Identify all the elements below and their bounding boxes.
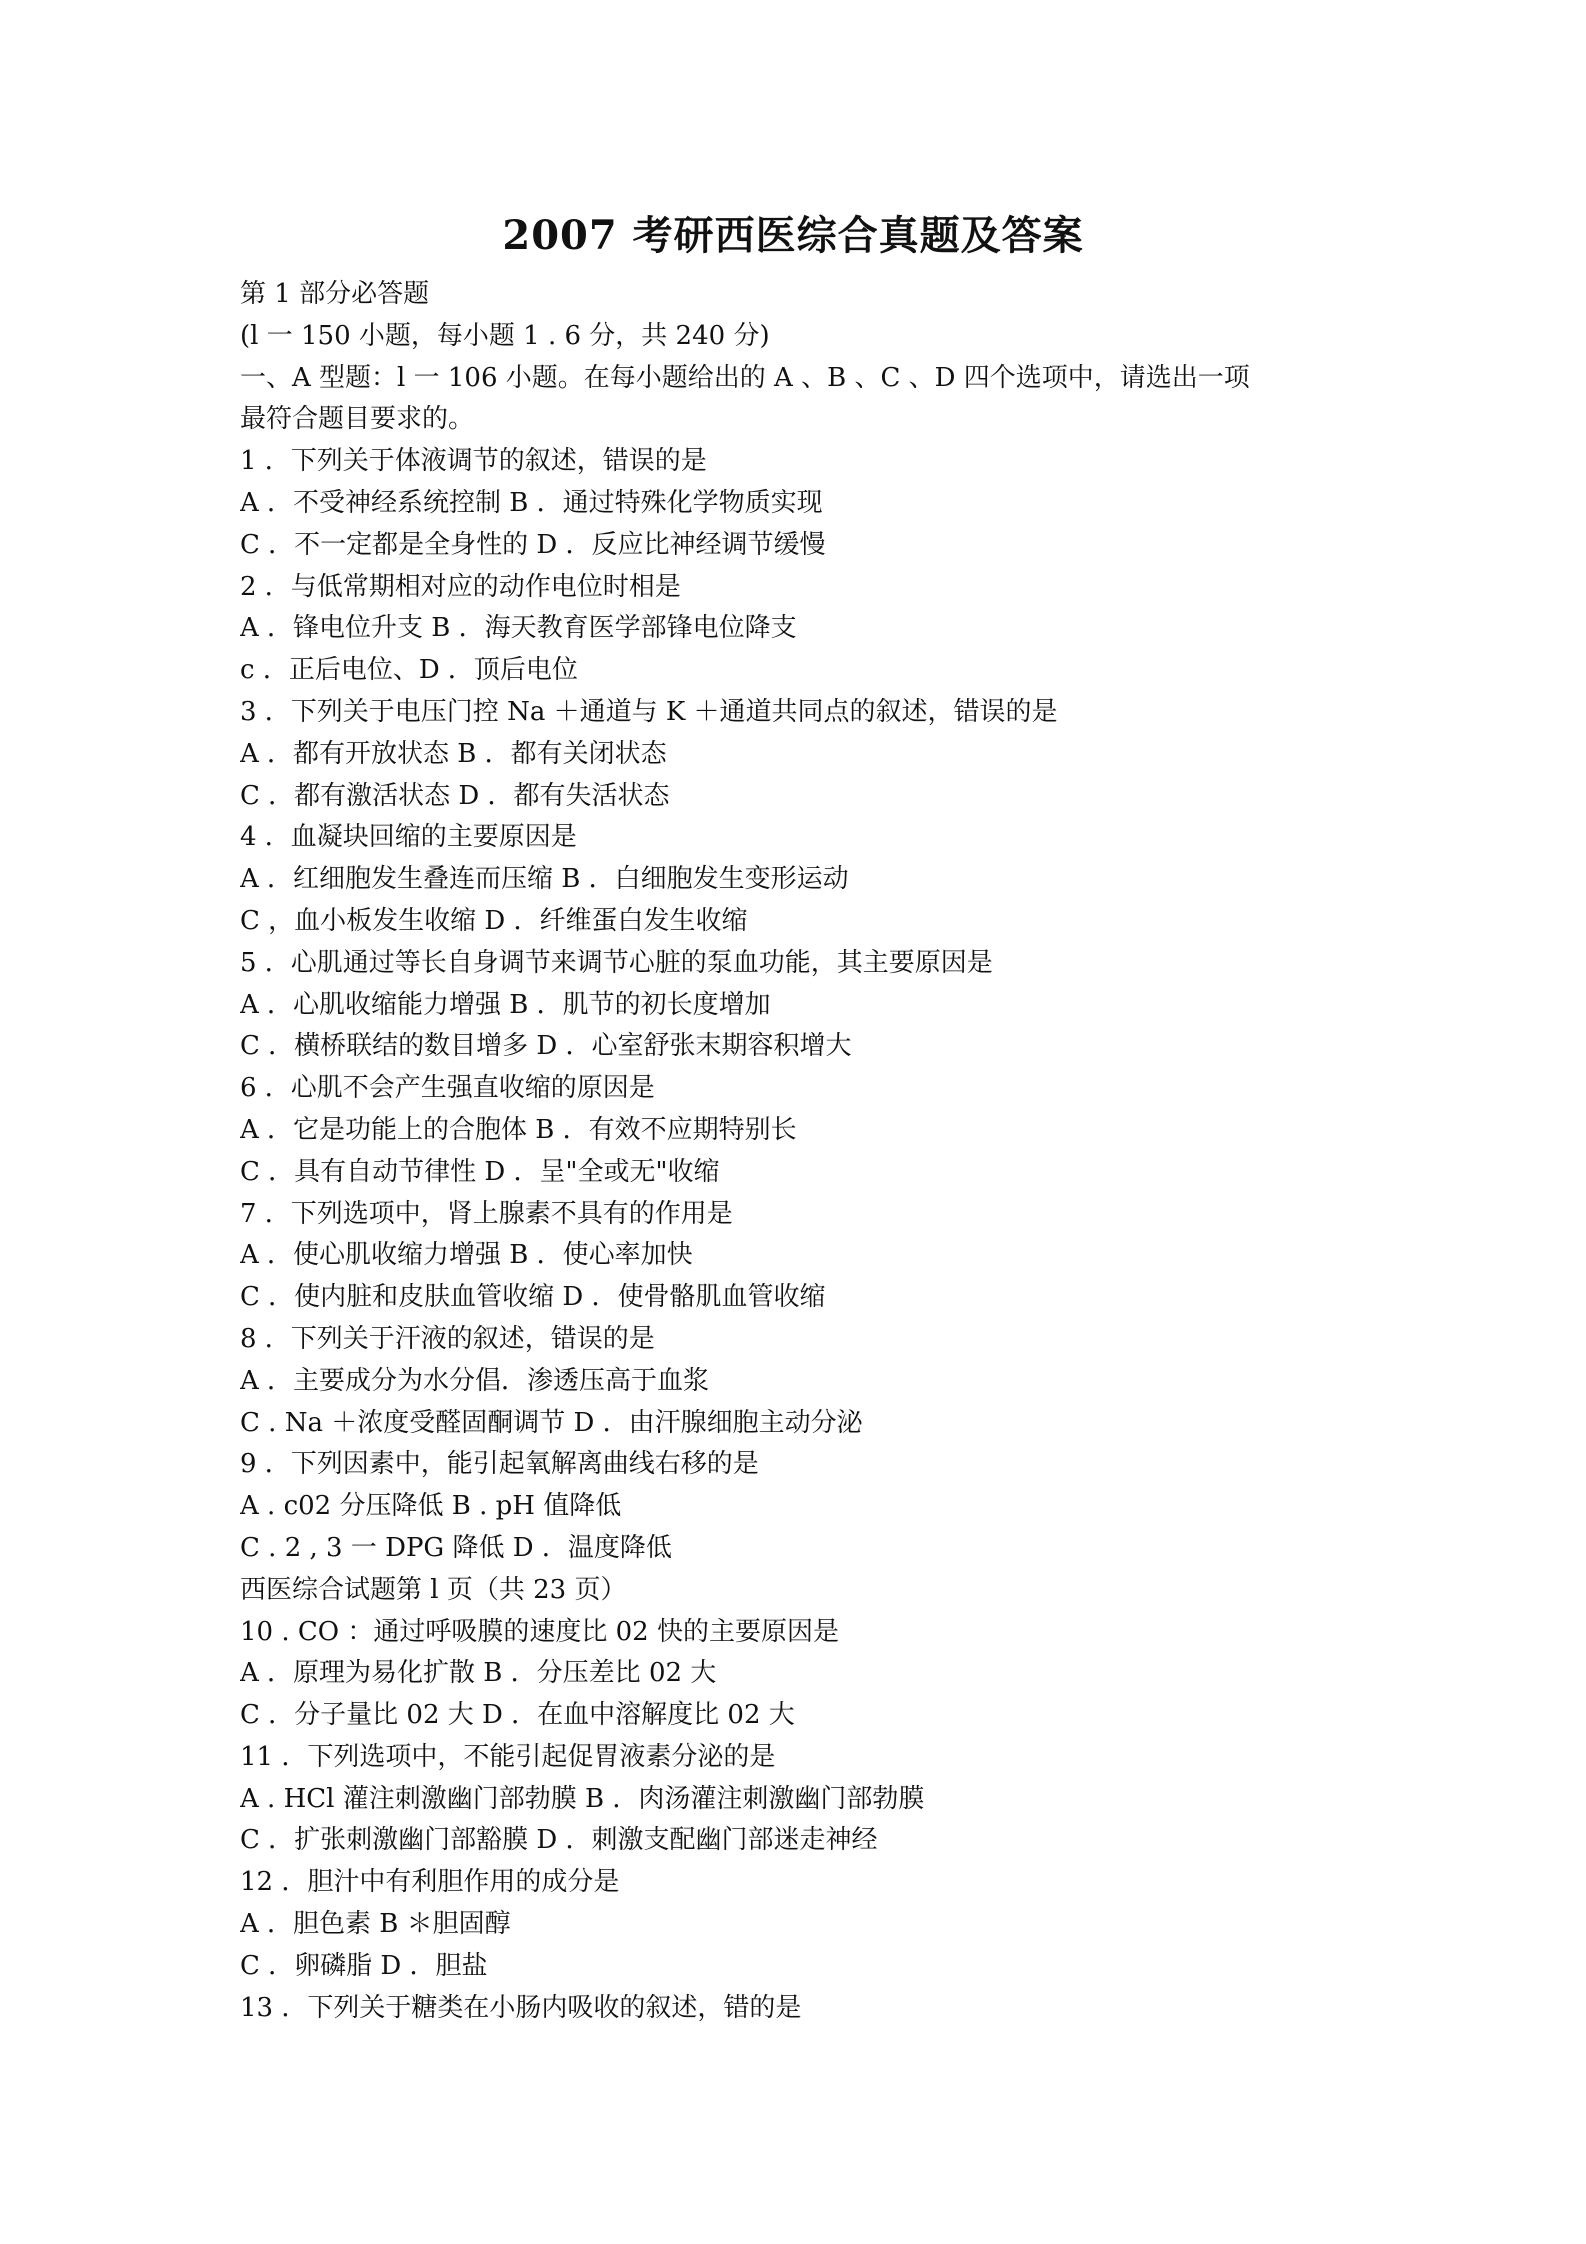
text-line: A ．使心肌收缩力增强 B ．使心率加快: [240, 1240, 693, 1271]
text-line: C . 2 , 3 一 DPG 降低 D ．温度降低: [240, 1532, 672, 1563]
text-line: 5 ．心肌通过等长自身调节来调节心脏的泵血功能，其主要原因是: [240, 947, 993, 978]
text-line: 6 ．心肌不会产生强直收缩的原因是: [240, 1073, 655, 1104]
text-line: A ．它是功能上的合胞体 B ．有效不应期特别长: [240, 1114, 797, 1145]
text-line: C ，血小板发生收缩 D ．纤维蛋白发生收缩: [240, 905, 748, 936]
text-line: 一、A 型题：l 一 106 小题。在每小题给出的 A 、B 、C 、D 四个选项中，请选出一项: [240, 362, 1250, 393]
text-line: A ．都有开放状态 B ．都有关闭状态: [240, 738, 667, 769]
text-line: A ．红细胞发生叠连而压缩 B ．白细胞发生变形运动: [240, 864, 849, 895]
text-line: 12 ．胆汁中有利胆作用的成分是: [240, 1867, 620, 1898]
text-line: 8 ．下列关于汗液的叙述，错误的是: [240, 1323, 655, 1354]
text-line: A . HCl 灌注刺激幽门部勃膜 B ．肉汤灌注刺激幽门部勃膜: [240, 1783, 925, 1814]
text-line: C ．使内脏和皮肤血管收缩 D ．使骨骼肌血管收缩: [240, 1282, 826, 1313]
text-line: 10 . CO ：通过呼吸膜的速度比 02 快的主要原因是: [240, 1616, 839, 1647]
text-line: C ．扩张刺激幽门部豁膜 D ．刺激支配幽门部迷走神经: [240, 1825, 878, 1856]
text-line: 西医综合试题第 l 页（共 23 页）: [240, 1574, 627, 1605]
text-line: A ．心肌收缩能力增强 B ．肌节的初长度增加: [240, 989, 771, 1020]
text-line: A ．锋电位升支 B ．海天教育医学部锋电位降支: [240, 613, 797, 644]
text-line: 第 1 部分必答题: [240, 279, 430, 309]
text-line: 2 ．与低常期相对应的动作电位时相是: [240, 571, 681, 602]
text-line: C . Na ＋浓度受醛固酮调节 D ．由汗腺细胞主动分泌: [240, 1407, 863, 1438]
text-line: 13 ．下列关于糖类在小肠内吸收的叙述，错的是: [240, 1992, 802, 2023]
text-line: A ．原理为易化扩散 B ．分压差比 02 大: [240, 1658, 717, 1689]
text-line: C ．具有自动节律性 D ．呈"全或无"收缩: [240, 1156, 720, 1187]
text-line: 3 ．下列关于电压门控 Na ＋通道与 K ＋通道共同点的叙述，错误的是: [240, 696, 1058, 727]
text-line: A ．胆色素 B ＊胆固醇: [240, 1909, 511, 1940]
text-line: A ．不受神经系统控制 B ．通过特殊化学物质实现: [240, 487, 823, 518]
text-line: C ．分子量比 02 大 D ．在血中溶解度比 02 大: [240, 1700, 795, 1731]
text-line: 4 ．血凝块回缩的主要原因是: [240, 822, 577, 853]
text-line: C ．不一定都是全身性的 D ．反应比神经调节缓慢: [240, 529, 826, 560]
document-title: 2007 考研西医综合真题及答案: [502, 212, 1084, 259]
text-line: 7 ．下列选项中，肾上腺素不具有的作用是: [240, 1198, 733, 1229]
text-line: C ．都有激活状态 D ．都有失活状态: [240, 780, 670, 811]
text-line: (l 一 150 小题，每小题 1 . 6 分，共 240 分): [240, 320, 770, 351]
text-line: C ．横桥联结的数目增多 D ．心室舒张末期容积增大: [240, 1031, 852, 1062]
text-line: 11 ．下列选项中，不能引起促胃液素分泌的是: [240, 1741, 776, 1772]
text-line: c ．正后电位、D ．顶后电位: [240, 655, 578, 686]
text-line: A ．主要成分为水分倡．渗透压高于血浆: [240, 1365, 710, 1396]
text-line: A . c02 分压降低 B . pH 值降低: [240, 1491, 622, 1522]
document-body: [240, 274, 1360, 2029]
text-line: 最符合题目要求的。: [240, 404, 475, 435]
text-line: C ．卵磷脂 D ．胆盐: [240, 1950, 488, 1981]
text-line: 9 ．下列因素中，能引起氧解离曲线右移的是: [240, 1449, 759, 1480]
text-line: 1 ．下列关于体液调节的叙述，错误的是: [240, 446, 707, 477]
